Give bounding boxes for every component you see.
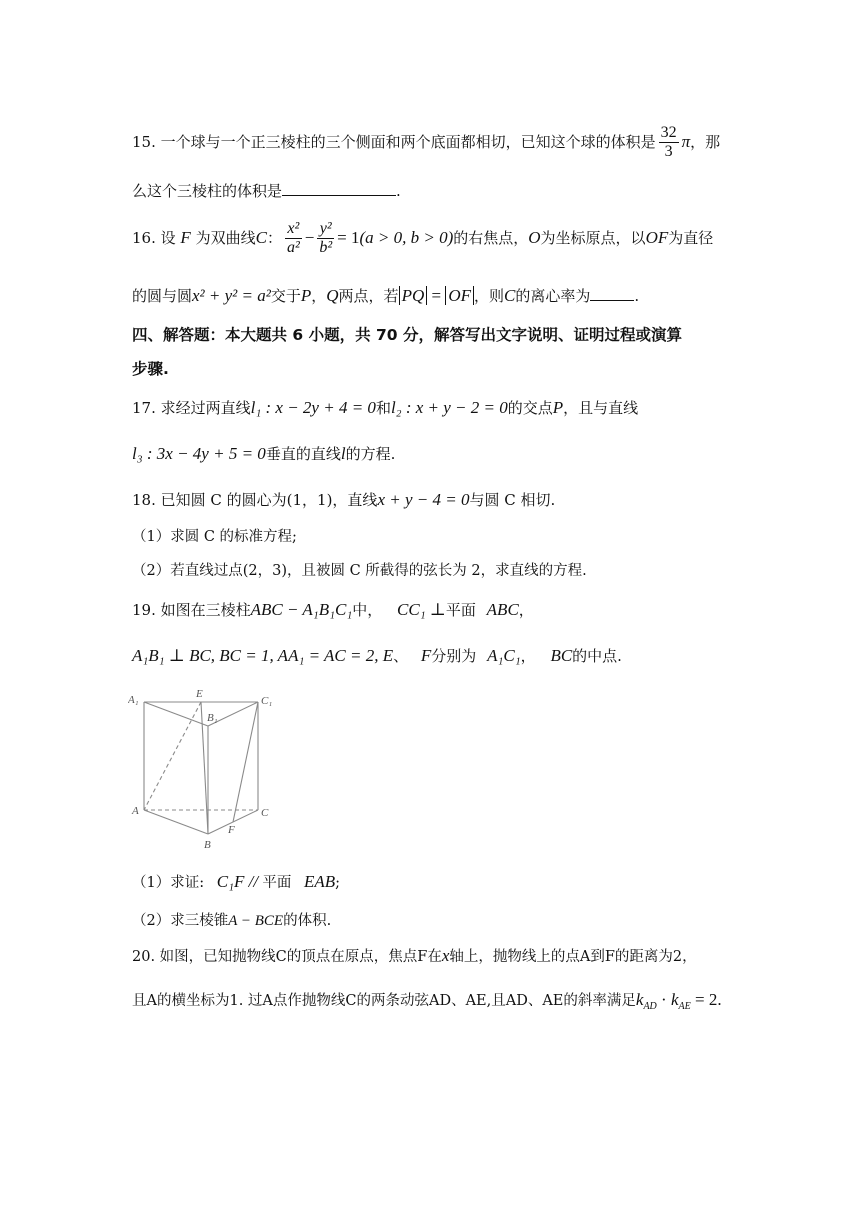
q20-text: 20. 如图，已知抛物线C的顶点在原点，焦点F在 <box>132 949 442 965</box>
q19-suffix2: 的中点. <box>572 647 622 665</box>
q15-text: 15. 一个球与一个正三棱柱的三个侧面和两个底面都相切，已知这个球的体积是 <box>132 132 656 151</box>
q19-part2-text: （2）求三棱锥 <box>132 913 229 929</box>
q20-dot: · <box>656 990 671 1009</box>
q16-x2: x² <box>285 220 302 239</box>
q19-conditions: A₁B₁ ⊥ BC, BC = 1, AA₁ = AC = 2, E <box>132 646 394 665</box>
q16-mid5: 交于 <box>270 287 301 305</box>
q17-text: 17. 求经过两直线 <box>132 399 251 417</box>
q16-line2 <box>132 286 639 306</box>
q16-OF: OF <box>645 227 669 247</box>
q19-line2 <box>132 646 622 666</box>
fig-label-C: C <box>261 807 269 819</box>
q16-text2: 的圆与圆 <box>132 287 193 305</box>
q16-line1 <box>132 220 713 258</box>
q16-text: 16. 设 <box>132 228 176 247</box>
q20-k-ad-sub: AD <box>643 1000 657 1012</box>
q19-part1-plane: 平面 <box>262 875 292 891</box>
q19-part1-end: ; <box>335 875 340 891</box>
q15-fraction <box>659 124 679 162</box>
q20-k-ad: k <box>635 990 644 1009</box>
q16-y2: y² <box>317 220 334 239</box>
q15-frac-num: 32 <box>659 124 679 143</box>
q16-mid4: 为直径 <box>668 228 714 247</box>
q16-mid1: 为双曲线 <box>195 228 256 247</box>
q17-and: 和 <box>375 399 391 417</box>
fig-label-B1: B₁ <box>207 712 218 724</box>
q18-part2: （2）若直线过点(2，3)，且被圆 C 所截得的弦长为 2，求直线的方程. <box>132 563 587 579</box>
q15-frac-den: 3 <box>664 143 673 161</box>
q16-b2: b² <box>319 239 333 257</box>
q16-suffix: 的离心率为 <box>515 287 591 305</box>
q17-P: P <box>552 398 564 417</box>
q19-prism-figure <box>128 686 278 852</box>
q20-line1 <box>132 946 697 966</box>
q16-mid7: 两点，若 <box>338 287 399 305</box>
q19-mid2: 、 <box>393 647 409 665</box>
fig-label-A1: A₁ <box>128 694 139 706</box>
q18-line1 <box>132 490 555 510</box>
q16-C2: C <box>504 286 516 305</box>
q16-a2: a² <box>286 239 300 257</box>
q20-k-ae-sub: AE <box>678 1000 691 1012</box>
q16-eq2: = <box>427 286 446 305</box>
q16-mid2: 的右焦点， <box>453 228 529 247</box>
q18-suffix: 与圆 C 相切. <box>469 491 556 509</box>
q16-mid3: 为坐标原点，以 <box>540 228 646 247</box>
q15-pi: π <box>681 131 691 151</box>
q20-x: x <box>441 946 450 965</box>
q18-part1: （1）求圆 C 的标准方程; <box>132 529 297 545</box>
fig-label-B: B <box>204 839 211 851</box>
q19-A1C1: A₁C₁ <box>487 646 521 665</box>
q19-part2-math: A − BCE <box>228 913 284 929</box>
q19-text: 19. 如图在三棱柱 <box>132 601 251 619</box>
q16-O: O <box>528 227 541 247</box>
q16-colon: ： <box>266 228 282 247</box>
q15-line1 <box>132 124 720 162</box>
q16-mid6: ， <box>311 287 327 305</box>
fig-label-C1: C₁ <box>261 695 273 707</box>
q16-PQ: PQ <box>399 286 428 305</box>
q16-frac-y <box>317 220 334 258</box>
q16-F: F <box>180 227 191 247</box>
q17-line1 <box>132 398 638 418</box>
q19-part1-eab: EAB <box>303 872 336 891</box>
q16-C: C <box>255 227 267 247</box>
q17-suffix: ，且与直线 <box>563 399 639 417</box>
q19-part2 <box>132 912 331 930</box>
q16-frac-x <box>285 220 302 258</box>
q19-abc: ABC <box>486 600 519 619</box>
q20-text2: 且A的横坐标为1. 过A点作抛物线C的两条动弦AD、AE,且AD、AE的斜率满足 <box>132 993 636 1009</box>
q15-suffix: ，那 <box>690 132 721 151</box>
q17-l2: l₂ : x + y − 2 = 0 <box>390 398 508 417</box>
q19-F: F <box>420 646 432 665</box>
fig-label-F: F <box>228 824 235 836</box>
q15-line2 <box>132 182 401 200</box>
q19-part1 <box>132 872 340 892</box>
q19-part1-math: C₁F // <box>216 872 263 891</box>
q16-mid8: ，则 <box>474 287 505 305</box>
q16-circle-eq: x² + y² = a² <box>192 286 271 305</box>
q16-P: P <box>300 286 312 305</box>
q20-k-ae: k <box>670 990 679 1009</box>
section4-heading-line1: 四、解答题：本大题共 6 小题，共 70 分，解答写出文字说明、证明过程或演算 <box>132 326 682 344</box>
q20-line2 <box>132 990 722 1013</box>
q19-suffix: ， <box>518 601 534 619</box>
q17-l3: l₃ : 3x − 4y + 5 = 0 <box>132 444 266 463</box>
q17-suffix2: 的方程. <box>345 445 396 463</box>
q16-eq: = 1 <box>337 227 360 247</box>
q16-end: . <box>634 287 640 305</box>
q19-mid: 中， <box>352 601 383 619</box>
q19-comma: ， <box>520 647 536 665</box>
section4-heading-line2: 步骤. <box>132 360 169 378</box>
q19-mid3: 分别为 <box>431 647 477 665</box>
q17-line2 <box>132 444 395 464</box>
q17-mid2: 垂直的直线 <box>265 445 341 463</box>
q16-cond: (a > 0, b > 0) <box>359 227 454 247</box>
q15-answer-blank <box>282 194 396 196</box>
q16-minus: − <box>304 227 315 247</box>
q19-part2-suffix: 的体积. <box>283 913 332 929</box>
q18-text: 18. 已知圆 C 的圆心为(1，1)，直线 <box>132 491 378 509</box>
fig-label-A: A <box>132 805 139 817</box>
fig-label-E: E <box>196 688 203 700</box>
q17-l: l <box>340 444 346 463</box>
q19-perp: CC₁ ⊥ <box>397 600 446 619</box>
q17-l1: l₁ : x − 2y + 4 = 0 <box>250 398 376 417</box>
q19-part1-text: （1）求证: <box>132 875 205 891</box>
q20-suffix: 轴上，抛物线上的点A到F的距离为2， <box>449 949 697 965</box>
q17-mid: 的交点 <box>507 399 553 417</box>
q16-answer-blank <box>590 299 634 301</box>
q19-BC: BC <box>550 646 573 665</box>
q15-end: . <box>396 182 401 200</box>
q19-prism: ABC − A₁B₁C₁ <box>250 600 353 619</box>
q18-line-eq: x + y − 4 = 0 <box>377 490 470 509</box>
q19-line1 <box>132 600 534 620</box>
q16-Q: Q <box>326 286 339 305</box>
q19-plane: 平面 <box>445 601 476 619</box>
q20-end: = 2. <box>690 990 722 1009</box>
q15-text2: 么这个三棱柱的体积是 <box>132 182 283 200</box>
q16-OF2: OF <box>445 286 474 305</box>
